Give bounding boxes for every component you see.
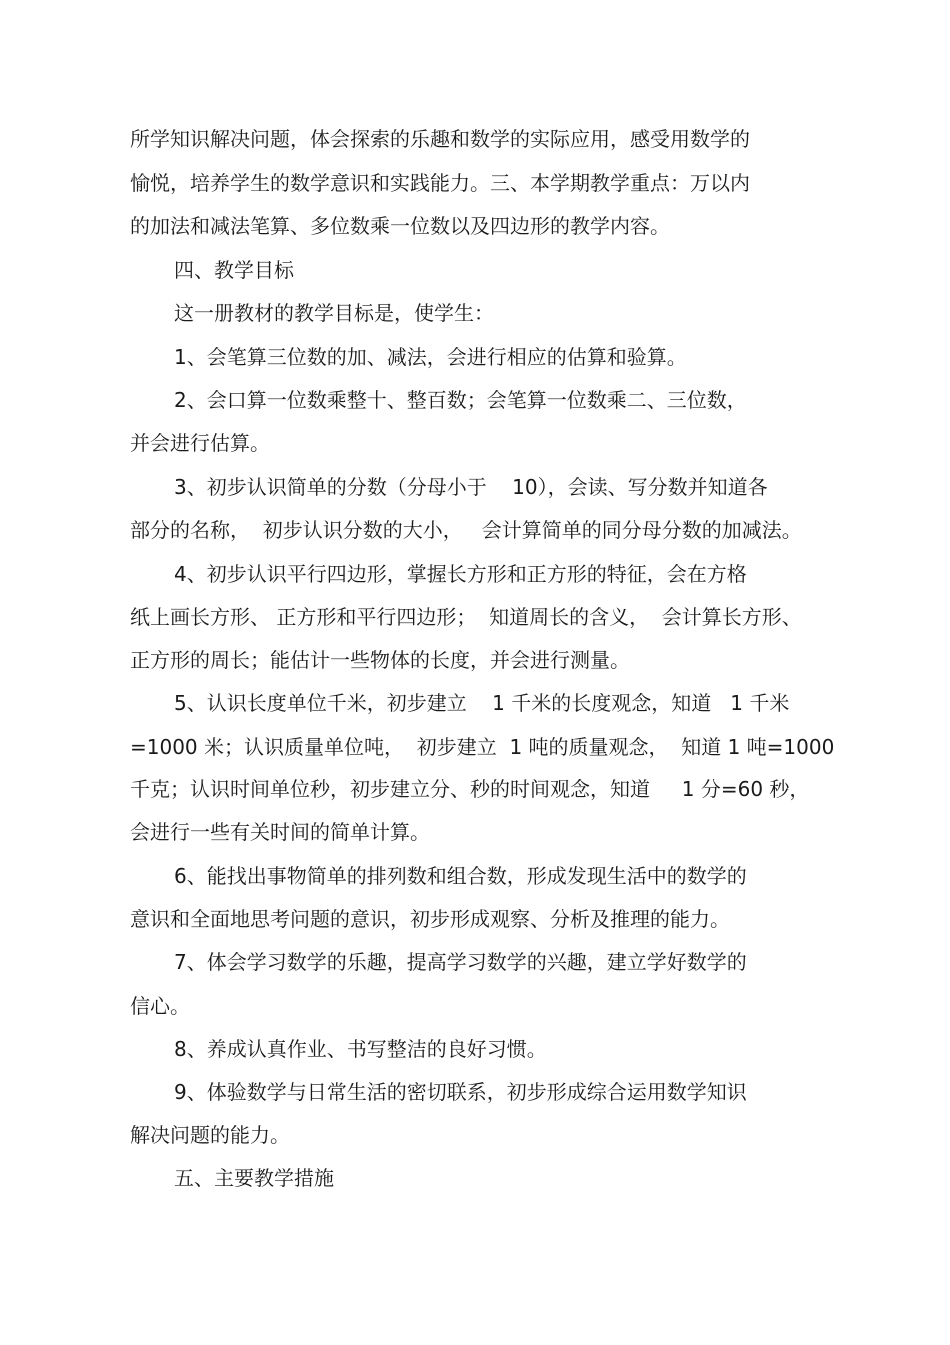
text-line: 部分的名称， 初步认识分数的大小， 会计算简单的同分母分数的加减法。 <box>130 518 802 542</box>
text-line: 这一册教材的教学目标是，使学生： <box>174 301 494 325</box>
list-item: 2、会口算一位数乘整十、整百数；会笔算一位数乘二、三位数， <box>174 388 747 412</box>
section-heading: 四、教学目标 <box>174 258 294 282</box>
list-item: 8、养成认真作业、书写整洁的良好习惯。 <box>174 1037 547 1061</box>
list-item: 9、体验数学与日常生活的密切联系，初步形成综合运用数学知识 <box>174 1080 747 1104</box>
text-line: 解决问题的能力。 <box>130 1123 290 1147</box>
text-line: =1000 米；认识质量单位吨， 初步建立 1 吨的质量观念， 知道 1 吨=1000 <box>130 735 835 759</box>
list-item: 6、能找出事物简单的排列数和组合数，形成发现生活中的数学的 <box>174 864 747 888</box>
list-item: 4、初步认识平行四边形，掌握长方形和正方形的特征，会在方格 <box>174 562 747 586</box>
text-line: 信心。 <box>130 994 190 1018</box>
text-line: 千克；认识时间单位秒，初步建立分、秒的时间观念，知道 1 分=60 秒， <box>130 777 810 801</box>
text-line: 愉悦，培养学生的数学意识和实践能力。三、本学期教学重点：万以内 <box>130 171 750 195</box>
text-line: 的加法和减法笔算、多位数乘一位数以及四边形的教学内容。 <box>130 214 670 238</box>
text-line: 并会进行估算。 <box>130 431 270 455</box>
list-item: 1、会笔算三位数的加、减法，会进行相应的估算和验算。 <box>174 345 687 369</box>
text-line: 意识和全面地思考问题的意识，初步形成观察、分析及推理的能力。 <box>130 907 730 931</box>
list-item: 3、初步认识简单的分数（分母小于 10），会读、写分数并知道各 <box>174 475 768 499</box>
list-item: 7、体会学习数学的乐趣，提高学习数学的兴趣，建立学好数学的 <box>174 950 747 974</box>
text-line: 正方形的周长；能估计一些物体的长度，并会进行测量。 <box>130 648 630 672</box>
section-heading: 五、主要教学措施 <box>174 1166 334 1190</box>
list-item: 5、认识长度单位千米，初步建立 1 千米的长度观念，知道 1 千米 <box>174 691 790 715</box>
text-line: 纸上画长方形、 正方形和平行四边形； 知道周长的含义， 会计算长方形、 <box>130 605 802 629</box>
text-line: 所学知识解决问题，体会探索的乐趣和数学的实际应用，感受用数学的 <box>130 127 750 151</box>
text-line: 会进行一些有关时间的简单计算。 <box>130 820 430 844</box>
